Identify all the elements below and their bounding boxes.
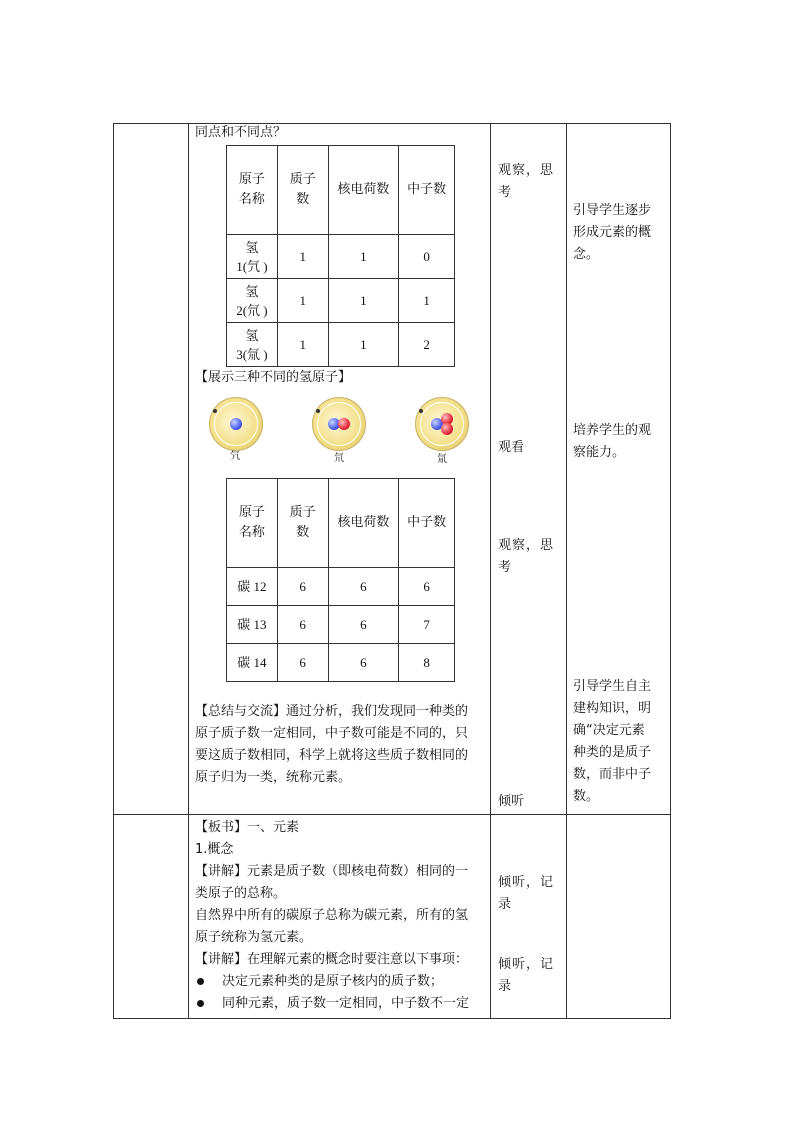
header-protons: 质子 数	[277, 146, 328, 235]
purpose-line: 引导学生自主	[573, 679, 652, 694]
student-activity-observe-think: 观察，思	[498, 163, 555, 178]
outer-table-col-3	[566, 123, 567, 1019]
tritium-atom-illustration	[415, 397, 469, 451]
table-row	[227, 606, 455, 644]
purpose-line: 培养学生的观	[573, 423, 652, 438]
outer-table-col-4	[670, 123, 671, 1019]
lecture-line: 【讲解】元素是质子数（即核电荷数）相同的一	[195, 864, 469, 879]
cell-protons: 6	[277, 644, 328, 682]
cell-neutrons: 7	[399, 606, 455, 644]
student-activity-listen-record: 倾听，记	[498, 957, 555, 972]
cell-charge: 6	[328, 568, 399, 606]
cell-protons: 6	[277, 606, 328, 644]
student-activity-observe-think-cont: 考	[498, 185, 512, 200]
header-protons: 质子 数	[277, 479, 328, 568]
lecture-line: 类原子的总称。	[195, 886, 287, 901]
outer-table-col-1	[188, 123, 189, 1019]
student-activity-observe-think: 观察，思	[498, 538, 555, 553]
cell-name: 碳 14	[227, 644, 278, 682]
bullet-icon	[197, 978, 204, 985]
cell-neutrons: 0	[399, 235, 455, 279]
cell-neutrons: 8	[399, 644, 455, 682]
header-neutrons: 中子数	[399, 146, 455, 235]
table-row	[227, 235, 455, 279]
header-atom-name: 原子 名称	[227, 479, 278, 568]
header-neutrons: 中子数	[399, 479, 455, 568]
summary-line: 【总结与交流】通过分析，我们发现同一种类的	[195, 704, 469, 719]
cell-name: 氢 2(氘 )	[227, 279, 278, 323]
table-row	[227, 644, 455, 682]
student-activity-watch: 观看	[498, 440, 525, 455]
purpose-line: 种类的是质子	[573, 745, 652, 760]
cell-charge: 1	[328, 323, 399, 367]
cell-name: 氢 3(氚 )	[227, 323, 278, 367]
purpose-line: 引导学生逐步	[573, 203, 652, 218]
purpose-line: 察能力。	[573, 445, 626, 460]
cell-protons: 1	[277, 323, 328, 367]
outer-table-bottom	[113, 1018, 671, 1019]
summary-line: 要这质子数相同，科学上就将这些质子数相同的	[195, 748, 469, 763]
show-atoms-heading: 【展示三种不同的氢原子】	[195, 370, 352, 385]
header-nuclear-charge: 核电荷数	[328, 146, 399, 235]
student-activity-observe-think-cont: 考	[498, 560, 512, 575]
tritium-label: 氚	[437, 454, 447, 465]
table-row	[227, 279, 455, 323]
cell-protons: 1	[277, 235, 328, 279]
table-row	[227, 323, 455, 367]
purpose-line: 确“决定元素	[573, 723, 645, 738]
cell-charge: 1	[328, 235, 399, 279]
board-heading: 【板书】一、元素	[195, 820, 300, 835]
student-activity-listen-record-cont: 录	[498, 897, 512, 912]
cell-name: 碳 12	[227, 568, 278, 606]
hydrogen-isotope-table	[226, 145, 455, 367]
header-atom-name: 原子 名称	[227, 146, 278, 235]
summary-line: 原子归为一类，统称元素。	[195, 770, 352, 785]
purpose-line: 数。	[573, 789, 600, 804]
bullet-icon	[197, 1000, 204, 1007]
student-activity-listen: 倾听	[498, 794, 525, 809]
concept-subheading: 1.概念	[195, 842, 234, 857]
lecture-line: 【讲解】在理解元素的概念时要注意以下事项：	[195, 952, 469, 967]
outer-table-row-divider	[113, 814, 671, 815]
deuterium-atom-illustration	[312, 397, 366, 451]
bullet-item: 同种元素，质子数一定相同，中子数不一定	[222, 996, 470, 1011]
table-row	[227, 568, 455, 606]
question-tail: 同点和不同点？	[195, 125, 287, 140]
cell-charge: 6	[328, 606, 399, 644]
lecture-line: 原子统称为氢元素。	[195, 930, 313, 945]
bullet-item: 决定元素种类的是原子核内的质子数；	[222, 974, 444, 989]
summary-line: 原子质子数一定相同，中子数可能是不同的，只	[195, 726, 469, 741]
purpose-line: 念。	[573, 247, 600, 262]
cell-protons: 1	[277, 279, 328, 323]
cell-protons: 6	[277, 568, 328, 606]
lecture-line: 自然界中所有的碳原子总称为碳元素，所有的氢	[195, 908, 469, 923]
protium-label: 氕	[230, 451, 240, 462]
cell-name: 碳 13	[227, 606, 278, 644]
cell-neutrons: 6	[399, 568, 455, 606]
cell-neutrons: 1	[399, 279, 455, 323]
student-activity-listen-record: 倾听，记	[498, 875, 555, 890]
deuterium-label: 氘	[334, 453, 344, 464]
protium-atom-illustration	[209, 397, 263, 451]
cell-charge: 1	[328, 279, 399, 323]
purpose-line: 数，而非中子	[573, 767, 652, 782]
purpose-line: 建构知识，明	[573, 701, 652, 716]
purpose-line: 形成元素的概	[573, 225, 652, 240]
outer-table-col-0	[113, 123, 114, 1019]
cell-name: 氢 1(氕 )	[227, 235, 278, 279]
cell-charge: 6	[328, 644, 399, 682]
header-nuclear-charge: 核电荷数	[328, 479, 399, 568]
student-activity-listen-record-cont: 录	[498, 979, 512, 994]
outer-table-col-2	[490, 123, 491, 1019]
carbon-isotope-table	[226, 478, 455, 682]
cell-neutrons: 2	[399, 323, 455, 367]
